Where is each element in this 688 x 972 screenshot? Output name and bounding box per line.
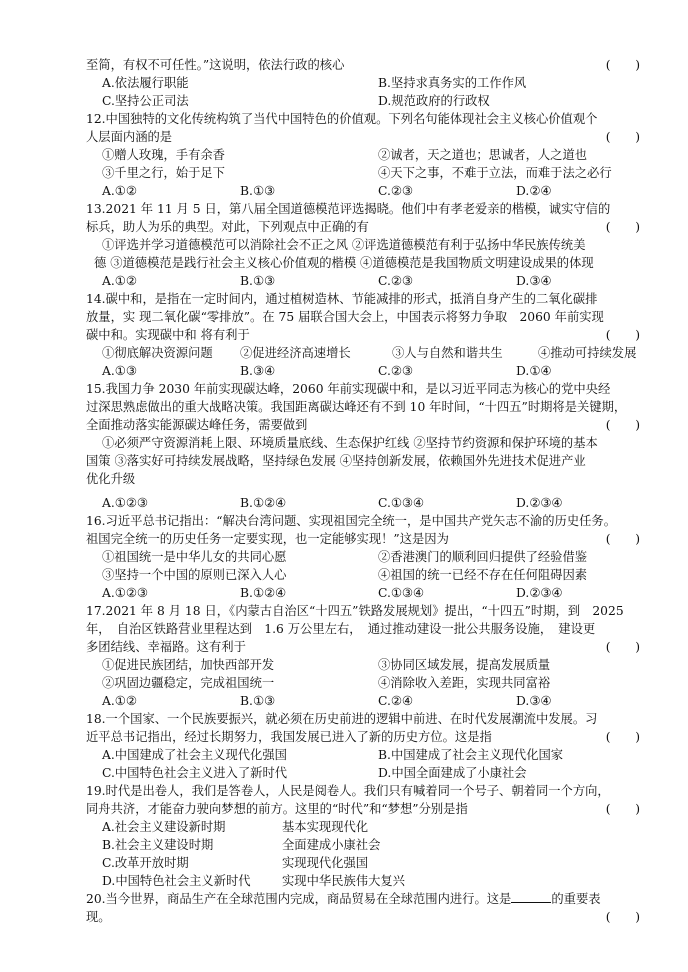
q18-stem-line2 — [86, 728, 640, 746]
q20-stem-text1b: 的重要表 — [551, 892, 601, 906]
q12-stem-line2 — [86, 128, 640, 146]
q16-stem-line1 — [86, 512, 640, 530]
q19-stem-text1: 19.时代是出卷人，我们是答卷人，人民是阅卷人。我们只有喊着同一个号子、朝着同一个方向， — [86, 784, 610, 798]
q17-items-row2 — [102, 674, 640, 692]
q15-stem-text2: 过深思熟虑做出的重大战略决策。我国距离碳达峰还有不到 10 年时间，“十四五”时期将是关键期， — [86, 400, 627, 414]
q19-option-c-era: C.改革开放时期 — [102, 856, 189, 870]
q19-option-d-era: D.中国特色社会主义新时代 — [102, 874, 251, 888]
q15-choice-b: B.①②④ — [240, 496, 287, 510]
q18-option-c: C.中国特色社会主义进入了新时代 — [102, 766, 288, 780]
q16-choice-c: C.①③④ — [378, 586, 424, 600]
q15-items-text2: 国策 ③落实好可持续发展战略，坚持绿色发展 ④坚持创新发展，依赖国外先进技术促进产业 — [86, 454, 586, 468]
q13-choices — [102, 272, 640, 290]
q17-choices — [102, 692, 640, 710]
q12-item-4: ④天下之事，不难于立法，而难于法之必行 — [378, 166, 612, 180]
q12-item-2: ②诚者，天之道也；思诚者，人之道也 — [378, 148, 588, 162]
q18-options-row2 — [102, 764, 640, 782]
q13-items-text2: 德 ③道德模范是践行社会主义核心价值观的楷模 ④道德模范是我国物质文明建设成果的体现 — [94, 256, 594, 270]
q15-stem-text1: 15.我国力争 2030 年前实现碳达峰，2060 年前实现碳中和，是以习近平同志为核心的党中央经 — [86, 382, 611, 396]
q12-choice-d: D.②④ — [516, 184, 552, 198]
q11-option-b: B.坚持求真务实的工作作风 — [378, 76, 527, 90]
q20-stem-text1a: 20.当今世界，商品生产在全球范围内完成，商品贸易在全球范围内进行。这是 — [86, 892, 512, 906]
q12-item-3: ③千里之行，始于足下 — [102, 166, 225, 180]
q13-items-line2 — [94, 254, 640, 272]
q19-option-d-dream: 实现中华民族伟大复兴 — [282, 874, 405, 888]
q15-stem-line3 — [86, 416, 640, 434]
q16-item-2: ②香港澳门的顺利回归提供了经验借鉴 — [378, 550, 588, 564]
q12-choice-b: B.①③ — [240, 184, 275, 198]
q15-choices — [102, 494, 640, 512]
q18-stem-text1: 18.一个国家、一个民族要振兴，就必须在历史前进的逻辑中前进、在时代发展潮流中发展。习 — [86, 712, 598, 726]
q11-option-a: A.依法履行职能 — [102, 76, 189, 90]
q14-item-3: ③人与自然和谐共生 — [392, 346, 503, 360]
q19-row-b — [102, 836, 640, 854]
q18-option-b: B.中国建成了社会主义现代化国家 — [378, 748, 564, 762]
q19-stem-line2 — [86, 800, 640, 818]
q14-choices — [102, 362, 640, 380]
q19-option-a-era: A.社会主义建设新时期 — [102, 820, 226, 834]
q13-choice-b: B.①③ — [240, 274, 275, 288]
q12-choices — [102, 182, 640, 200]
q18-options-row1 — [102, 746, 640, 764]
q11-stem-text: 至简，有权不可任性。”这说明，依法行政的核心 — [86, 58, 345, 72]
q18-answer-paren: ( ) — [605, 730, 640, 744]
q13-items-line1 — [102, 236, 640, 254]
q17-stem-line1 — [86, 602, 640, 620]
q17-stem-line3 — [86, 638, 640, 656]
q14-item-4: ④推动可持续发展 — [538, 346, 637, 360]
q18-option-d: D.中国全面建成了小康社会 — [378, 766, 527, 780]
q15-items-text3: 优化升级 — [86, 472, 136, 486]
q17-stem-text2: 年， 自治区铁路营业里程达到 1.6 万公里左右， 通过推动建设一批公共服务设施， 建设更 — [86, 622, 596, 636]
q12-stem-text1: 12.中国独特的文化传统构筑了当代中国特色的价值观。下列名句能体现社会主义核心价值观个 — [86, 112, 598, 126]
q20-stem-text2: 现。 — [86, 910, 111, 924]
q13-choice-d: D.③④ — [516, 274, 552, 288]
q19-stem-text2: 同舟共济，才能奋力驶向梦想的前方。这里的“时代”和“梦想”分别是指 — [86, 802, 468, 816]
q13-stem-text1: 13.2021 年 11 月 5 日，第八届全国道德模范评选揭晓。他们中有孝老爱亲的楷模，诚实守信的 — [86, 202, 611, 216]
q19-row-d — [102, 872, 640, 890]
q14-stem-line2 — [86, 308, 640, 326]
q19-row-a — [102, 818, 640, 836]
q14-choice-b: B.③④ — [240, 364, 275, 378]
q14-item-1: ①彻底解决资源问题 — [102, 346, 213, 360]
q13-choice-c: C.②③ — [378, 274, 413, 288]
q19-stem-line1 — [86, 782, 640, 800]
q12-stem-line1 — [86, 110, 640, 128]
q19-option-c-dream: 实现现代化强国 — [282, 856, 369, 870]
q14-stem-text1: 14.碳中和，是指在一定时间内，通过植树造林、节能减排的形式，抵消自身产生的二氧化碳排 — [86, 292, 598, 306]
q16-stem-line2 — [86, 530, 640, 548]
q13-choice-a: A.①② — [102, 274, 137, 288]
q12-choice-a: A.①② — [102, 184, 137, 198]
q14-stem-text2: 放量，实 现二氧化碳“零排放”。在 75 届联合国大会上，中国表示将努力争取 2060 年前实现 — [86, 310, 604, 324]
q16-item-4: ④祖国的统一已经不存在任何阻碍因素 — [378, 568, 588, 582]
q15-stem-line2 — [86, 398, 640, 416]
q15-choice-d: D.②③④ — [516, 496, 563, 510]
q14-choice-d: D.①④ — [516, 364, 552, 378]
q12-choice-c: C.②③ — [378, 184, 413, 198]
q19-row-c — [102, 854, 640, 872]
q19-option-b-era: B.社会主义建设时期 — [102, 838, 214, 852]
q14-stem-line3 — [86, 326, 640, 344]
q19-option-a-dream: 基本实现现代化 — [282, 820, 369, 834]
q17-item-3: ③协同区域发展，提高发展质量 — [378, 658, 551, 672]
q11-answer-paren: ( ) — [605, 58, 640, 72]
q13-stem-line1 — [86, 200, 640, 218]
q14-choice-a: A.①③ — [102, 364, 137, 378]
q20-stem-line2 — [86, 908, 640, 926]
q15-items-line3 — [86, 470, 640, 488]
q14-stem-line1 — [86, 290, 640, 308]
q14-stem-text3: 碳中和。实现碳中和 将有利于 — [86, 328, 250, 342]
q15-stem-line1 — [86, 380, 640, 398]
q14-choice-c: C.②③ — [378, 364, 413, 378]
q17-choice-c: C.②④ — [378, 694, 413, 708]
q15-stem-text3: 全面推动落实能源碳达峰任务，需要做到 — [86, 418, 308, 432]
q16-choice-a: A.①②③ — [102, 586, 148, 600]
q12-answer-paren: ( ) — [605, 130, 640, 144]
q12-items-row2 — [102, 164, 640, 182]
q14-items — [102, 344, 640, 362]
q11-option-c: C.坚持公正司法 — [102, 94, 189, 108]
q17-choice-d: D.③④ — [516, 694, 552, 708]
q15-items-line1 — [102, 434, 640, 452]
q17-item-2: ②巩固边疆稳定，完成祖国统一 — [102, 676, 275, 690]
q15-choice-a: A.①②③ — [102, 496, 148, 510]
q15-choice-c: C.①③④ — [378, 496, 424, 510]
q17-stem-text3: 多团结线、幸福路。这有利于 — [86, 640, 246, 654]
q20-stem-line1 — [86, 890, 640, 908]
q15-answer-paren: ( ) — [605, 418, 640, 432]
q16-choices — [102, 584, 640, 602]
q14-item-2: ②促进经济高速增长 — [240, 346, 351, 360]
q15-items-text1: ①必须严守资源消耗上限、环境质量底线、生态保护红线 ②坚持节约资源和保护环境的基本 — [102, 436, 598, 450]
q16-item-3: ③坚持一个中国的原则已深入人心 — [102, 568, 287, 582]
q16-answer-paren: ( ) — [605, 532, 640, 546]
q14-answer-paren: ( ) — [605, 328, 640, 342]
q13-stem-line2 — [86, 218, 640, 236]
q18-stem-text2: 近平总书记指出，经过长期努力，我国发展已进入了新的历史方位。这是指 — [86, 730, 492, 744]
q19-answer-paren: ( ) — [605, 802, 640, 816]
q15-items-line2 — [86, 452, 640, 470]
q16-items-row2 — [102, 566, 640, 584]
q17-choice-a: A.①② — [102, 694, 137, 708]
q18-stem-line1 — [86, 710, 640, 728]
q17-item-4: ④消除收入差距，实现共同富裕 — [378, 676, 551, 690]
q11-options-row1 — [102, 74, 640, 92]
q11-option-d: D.规范政府的行政权 — [378, 94, 490, 108]
q17-items-row1 — [102, 656, 640, 674]
q18-option-a: A.中国建成了社会主义现代化强国 — [102, 748, 287, 762]
q16-choice-b: B.①②④ — [240, 586, 287, 600]
q19-option-b-dream: 全面建成小康社会 — [282, 838, 381, 852]
q16-stem-text2: 祖国完全统一的历史任务一定要实现，也一定能够实现！”这是因为 — [86, 532, 449, 546]
q13-stem-text2: 标兵，助人为乐的典型。对此，下列观点中正确的有 — [86, 220, 369, 234]
q20-answer-paren: ( ) — [605, 910, 640, 924]
q12-items-row1 — [102, 146, 640, 164]
q16-item-1: ①祖国统一是中华儿女的共同心愿 — [102, 550, 287, 564]
q16-stem-text1: 16.习近平总书记指出：“解决台湾问题、实现祖国完全统一，是中国共产党矢志不渝的历史任务。 — [86, 514, 617, 528]
q11-stem — [86, 56, 640, 74]
q17-item-1: ①促进民族团结，加快西部开发 — [102, 658, 275, 672]
q13-answer-paren: ( ) — [605, 220, 640, 234]
q12-stem-text2: 人层面内涵的是 — [86, 130, 173, 144]
q20-fill-blank[interactable] — [511, 890, 551, 903]
q17-stem-text1: 17.2021 年 8 月 18 日，《内蒙古自治区“十四五”铁路发展规划》提出，“十四五”时期，到 2025 — [86, 604, 624, 618]
q11-options-row2 — [102, 92, 640, 110]
q13-items-text1: ①评选并学习道德模范可以消除社会不正之风 ②评选道德模范有利于弘扬中华民族传统美 — [102, 238, 586, 252]
q17-choice-b: B.①③ — [240, 694, 275, 708]
q17-answer-paren: ( ) — [605, 640, 640, 654]
q16-items-row1 — [102, 548, 640, 566]
q16-choice-d: D.②③④ — [516, 586, 563, 600]
q17-stem-line2 — [86, 620, 640, 638]
q12-item-1: ①赠人玫瑰，手有余香 — [102, 148, 225, 162]
